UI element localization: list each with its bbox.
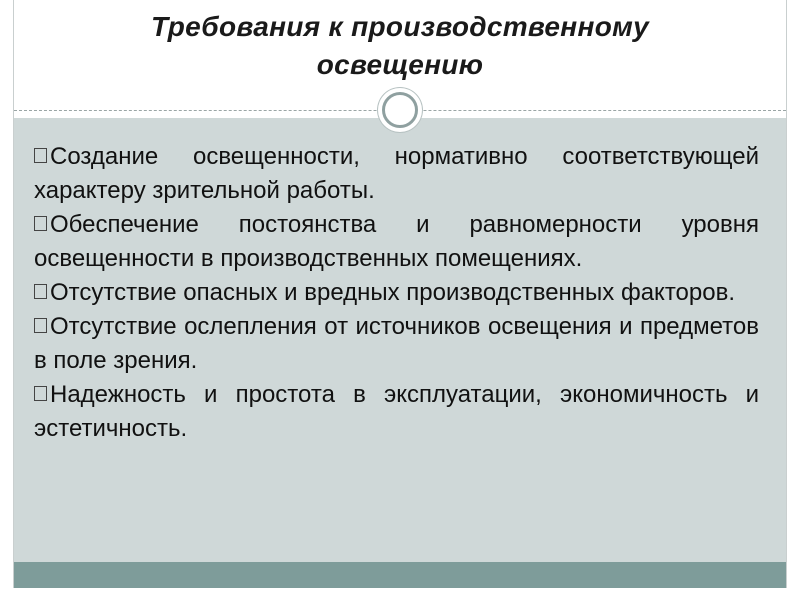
list-item-text: Отсутствие ослепления от источников освещения и предметов в поле зрения.	[34, 313, 759, 374]
bullet-box-icon	[34, 284, 47, 299]
circle-ornament-ring	[382, 92, 418, 128]
list-item-text: Надежность и простота в эксплуатации, экономичность и эстетичность.	[34, 381, 759, 442]
list-item-text: Обеспечение постоянства и равномерности уровня освещенности в производственных помещениях.	[34, 211, 759, 272]
slide-title-line-1: Требования к производственному	[150, 11, 650, 42]
bullet-box-icon	[34, 216, 47, 231]
list-item	[34, 310, 759, 378]
slide-title-line-2: освещению	[316, 49, 484, 80]
list-item-text: Создание освещенности, нормативно соответствующей характеру зрительной работы.	[34, 143, 759, 204]
list-item	[34, 276, 759, 310]
list-item	[34, 208, 759, 276]
requirements-list	[34, 140, 759, 446]
bullet-box-icon	[34, 318, 47, 333]
bullet-box-icon	[34, 148, 47, 163]
list-item	[34, 140, 759, 208]
list-item-text: Отсутствие опасных и вредных производственных факторов.	[50, 279, 736, 306]
slide-frame-right	[786, 0, 787, 588]
content-area	[14, 118, 786, 562]
bottom-bar	[14, 562, 786, 588]
slide-title	[14, 8, 786, 84]
bullet-box-icon	[34, 386, 47, 401]
list-item	[34, 378, 759, 446]
circle-ornament-icon	[378, 88, 422, 132]
